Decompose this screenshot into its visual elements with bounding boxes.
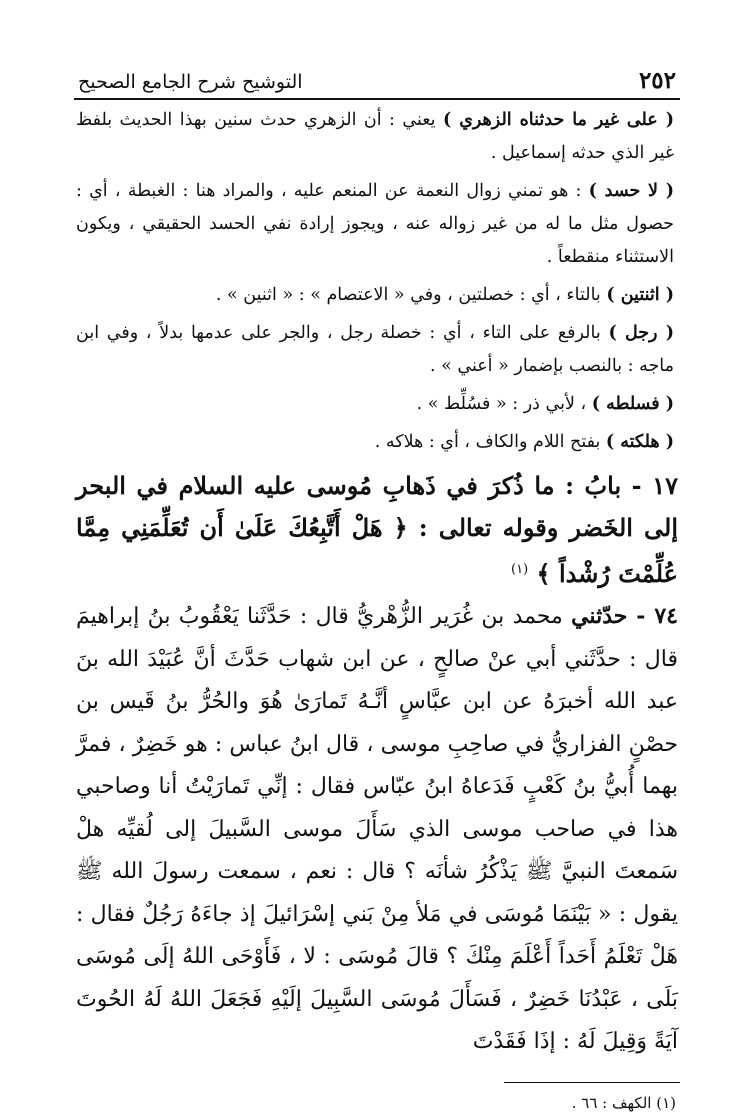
commentary-paragraph	[74, 317, 680, 383]
commentary-term: ( فسلطه )	[591, 394, 674, 414]
commentary-term: ( لا حسد )	[588, 181, 674, 201]
commentary-paragraph	[74, 388, 680, 421]
commentary-term: ( رجل )	[608, 323, 674, 343]
page-header	[74, 62, 680, 100]
commentary-paragraph	[74, 279, 680, 312]
commentary-text: ، لأبي ذر : « فسُلِّط » .	[416, 394, 592, 414]
commentary-text: بالتاء ، أي : خصلتين ، وفي « الاعتصام » : « اثنين » .	[215, 285, 607, 305]
commentary-text: يعني : أن الزهري حدث سنين بهذا الحديث بلفظ غير الذي حدثه إسماعيل .	[76, 110, 674, 163]
running-title: التوشيح شرح الجامع الصحيح	[78, 71, 303, 93]
footnote: (١) الكهف : ٦٦ .	[571, 1093, 676, 1112]
commentary-paragraph	[74, 104, 680, 170]
document-page	[74, 62, 680, 1115]
commentary-paragraph	[74, 426, 680, 459]
commentary-text: بالرفع على التاء ، أي : خصلة رجل ، والجر على عدمها بدلاً ، وفي ابن ماجه : بالنصب بإضمار « أعني » .	[76, 323, 674, 376]
commentary-term: ( اثنتين )	[606, 285, 674, 305]
commentary-term: ( على غير ما حدثناه الزهري )	[442, 110, 674, 130]
commentary-paragraph	[74, 175, 680, 274]
commentary-text: بفتح اللام والكاف ، أي : هلاكه .	[374, 432, 606, 452]
footnote-divider	[504, 1082, 680, 1083]
commentary-text: : هو تمني زوال النعمة عن المنعم عليه ، والمراد هنا : الغبطة ، أي : حصول مثل ما له من غير زواله عنه ، ويجوز إرادة نفي الحسد الحقيقي ، ويكون الاستثناء منقطعاً .	[76, 181, 674, 267]
footnote-reference: (١)	[511, 562, 529, 577]
chapter-title: ١٧ - بابُ : ما ذُكرَ في ذَهابِ مُوسى عليه السلام في البحر إلى الخَضر وقوله تعالى : ﴿ هَلْ أَتَّبِعُكَ عَلَىٰ أَن تُعَلِّمَنِي مِمَّا عُلِّمْتَ رُشْداً ﴾	[76, 471, 678, 588]
hadith-number: ٧٤ - حدّثني	[571, 603, 678, 629]
commentary-term: ( هلكته )	[605, 432, 674, 452]
page-number: ٢٥٢	[638, 67, 676, 94]
hadith-text	[74, 595, 680, 1064]
hadith-body: محمد بن غُرَير الزُّهْريُّ قال : حَدَّثَنا يَعْقُوبُ بنُ إبراهيمَ قال : حدَّثَني أبي عنْ صالحٍ ، عن ابن شهاب حَدَّثَ أنَّ عُبَيْدَ الله بنَ عبد الله أخبرَهُ عن ابن عبَّاسٍ أنَّـهُ تَمارَىٰ هُوَ والحُرُّ بنُ قَيس بن حصْنٍ الفزاريُّ في صاحِبِ موسى ، قال ابنُ عباس : هو خَضِرٌ ، فمرَّ بهما أُبيُّ بنُ كَعْبٍ فَدَعاهُ ابنُ عبّاس فقال : إنِّي تَمارَيْتُ أنا وصاحبي هذا في صاحب موسى الذي سَأَلَ موسى السَّبيلَ إلى لُقيِّه هلْ سَمعتَ النبيَّ ﷺ يَذْكُرُ شأنَه ؟ قال : نعم ، سمعت رسولَ الله ﷺ يقول : « بَيْنَمَا مُوسَى في مَلأ مِنْ بَني إسْرَائيلَ إذ جاءَهُ رَجُلٌ فقال : هَلْ تَعْلَمُ أَحَداً أَعْلَمَ مِنْكَ ؟ قالَ مُوسَى : لا ، فَأَوْحَى اللهُ إلَى مُوسَى بَلَى ، عَبْدُنَا خَضِرٌ ، فَسَأَلَ مُوسَى السَّبِيلَ إلَيْهِ فَجَعَلَ اللهُ لَهُ الحُوتَ آيَةً وَقِيلَ لَهُ : إذَا فَقَدْتَ	[76, 604, 679, 1054]
chapter-heading	[74, 465, 680, 595]
